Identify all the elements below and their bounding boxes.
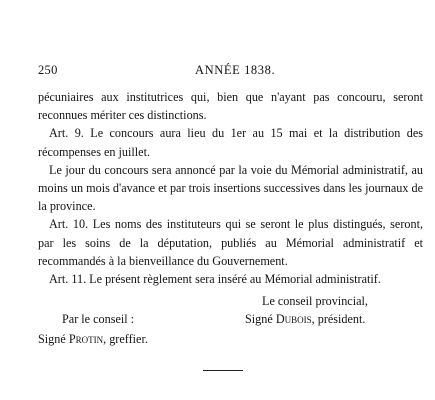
council-label: Par le conseil : [62, 312, 135, 326]
running-head: ANNÉE 1838. [195, 63, 276, 77]
council-signed-word: Signé [38, 332, 69, 346]
council-signer-title: , greffier. [103, 332, 148, 346]
paragraph-article-9: Art. 9. Le concours aura lieu du 1er au 15 mai et la distribution des récompenses en juillet. [38, 126, 423, 159]
paragraph-continuation: pécuniaires aux institutrices qui, bien que n'ayant pas concouru, seront reconnues mériter ces distinctions. [38, 90, 423, 123]
provincial-signer-name: Dubois [275, 312, 312, 326]
provincial-signer-title: , président. [311, 312, 366, 326]
page-header [38, 63, 423, 79]
end-rule [203, 370, 243, 371]
council-signature [38, 330, 148, 348]
paragraph-concours-announcement: Le jour du concours sera annoncé par la voie du Mémorial administratif, au moins un mois d'avance et par trois insertions successives dans les journaux de la province. [38, 162, 423, 214]
provincial-signed-word: Signé [245, 312, 276, 326]
paragraph-article-10: Art. 10. Les noms des instituteurs qui se seront le plus distingués, seront, par les soins de la députation, publiés au Mémorial administratif et recommandés à la bienveillance du Gouvernement. [38, 217, 423, 268]
body-text [38, 88, 423, 288]
provincial-signature [245, 310, 365, 328]
council-signer-name: Protin [68, 332, 104, 346]
page-number: 250 [38, 63, 58, 77]
provincial-council-label: Le conseil provincial, [262, 294, 368, 308]
paragraph-article-11: Art. 11. Le présent règlement sera inséré au Mémorial administratif. [49, 272, 381, 287]
